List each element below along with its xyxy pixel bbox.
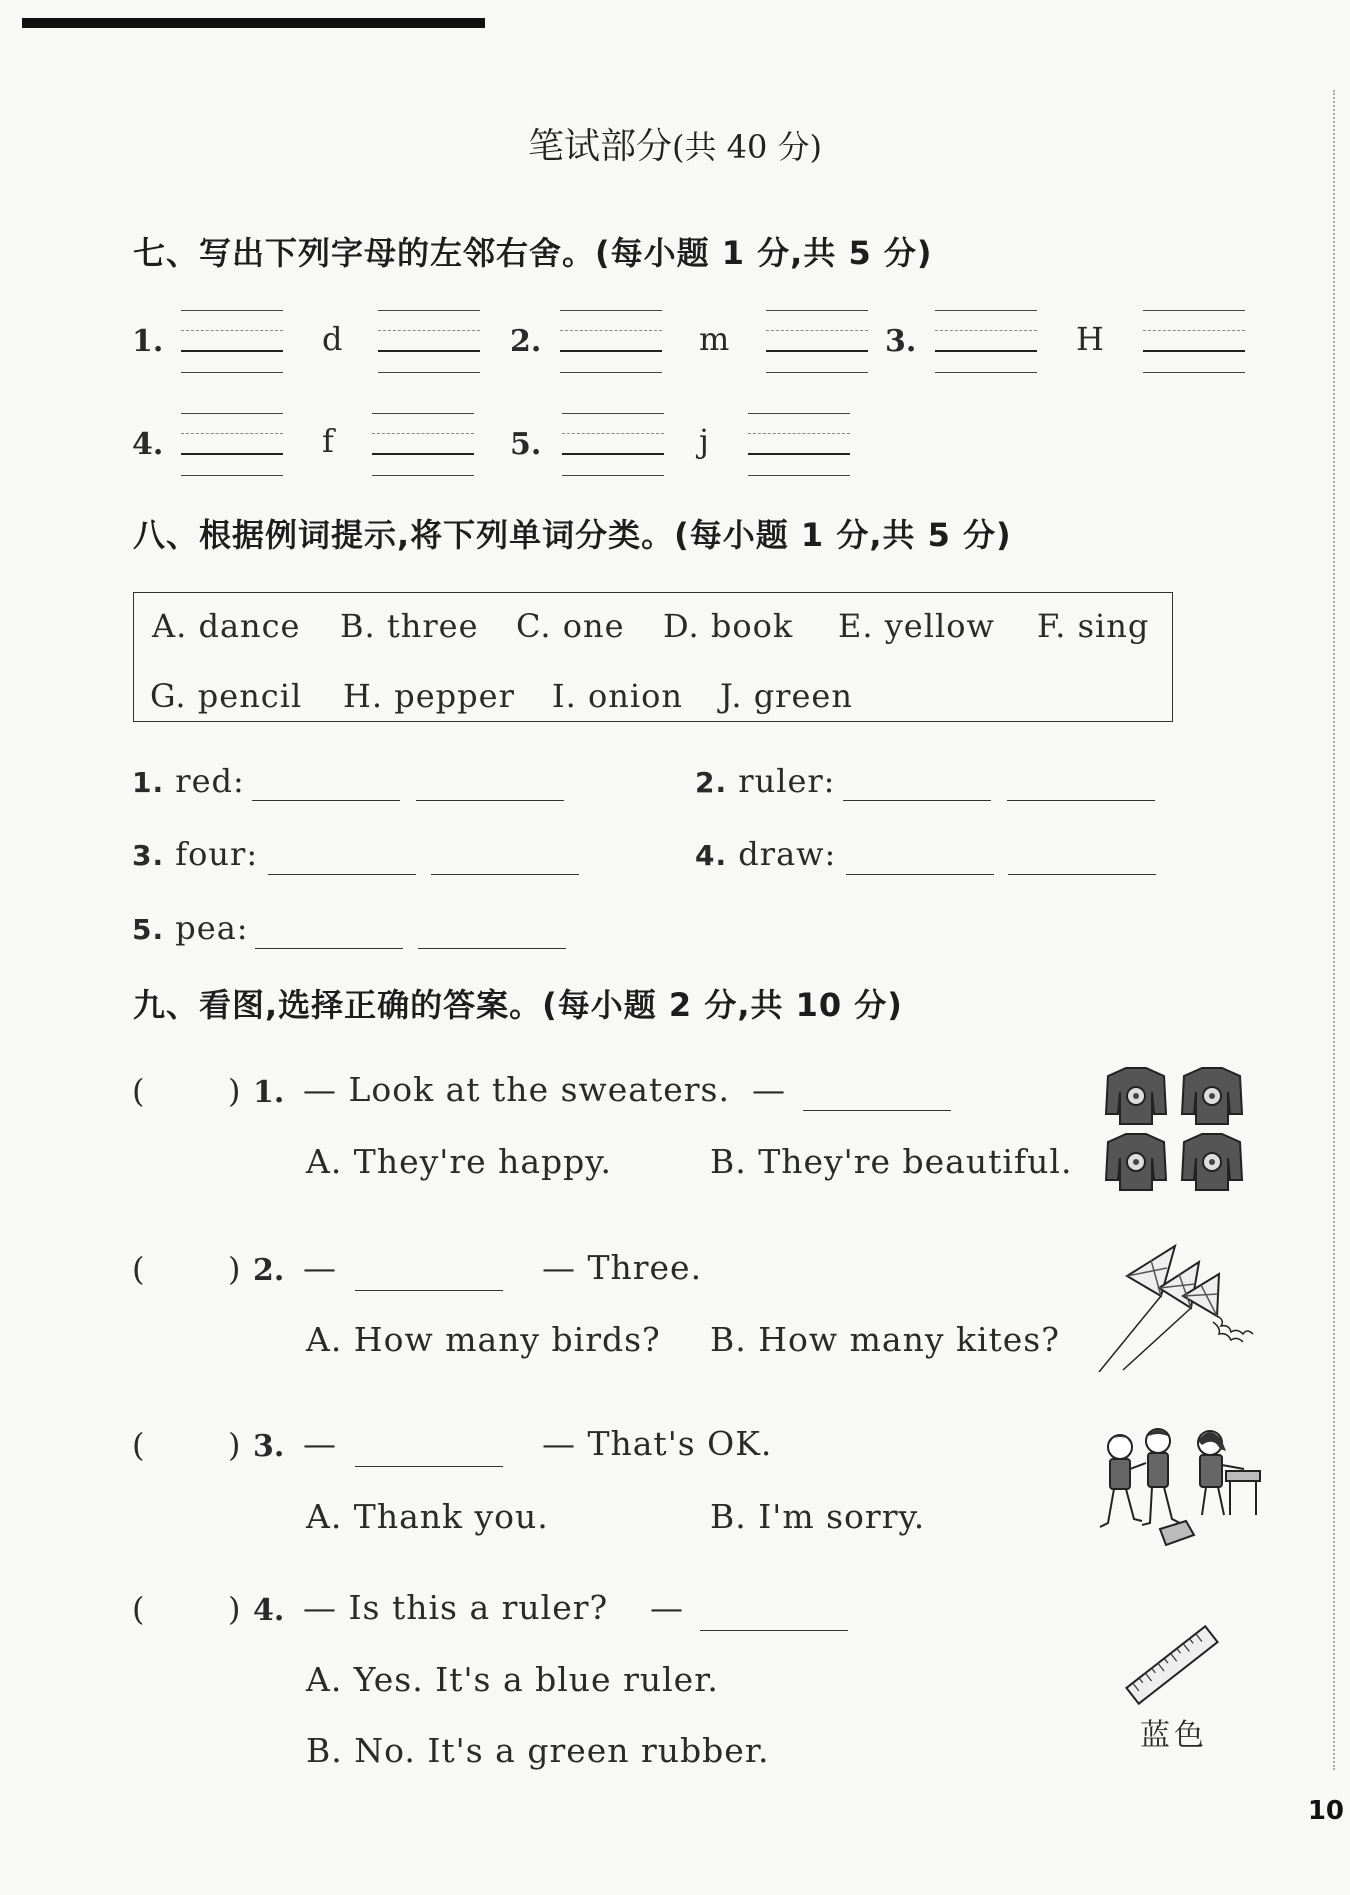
- answer-line[interactable]: [268, 874, 416, 875]
- letter-item-number: 3.: [885, 324, 917, 359]
- word-option: E. yellow: [838, 607, 995, 645]
- option-b[interactable]: B. They're beautiful.: [710, 1142, 1073, 1181]
- option-b[interactable]: B. How many kites?: [710, 1320, 1060, 1359]
- letter-item-number: 2.: [510, 324, 542, 359]
- classify-item: 5. pea:: [132, 909, 249, 947]
- section-7-heading: 七、写出下列字母的左邻右舍。(每小题 1 分,共 5 分): [133, 234, 933, 272]
- blank-right[interactable]: [1143, 310, 1245, 374]
- ruler-picture: [1120, 1617, 1225, 1712]
- classify-item: 2. ruler:: [695, 762, 836, 800]
- option-b[interactable]: B. I'm sorry.: [710, 1497, 926, 1536]
- answer-line[interactable]: [1007, 800, 1155, 801]
- answer-paren-open[interactable]: (: [132, 1426, 145, 1464]
- page-title-sub: (共 40 分): [671, 128, 823, 166]
- blank-right[interactable]: [372, 413, 474, 477]
- answer-line[interactable]: [355, 1290, 503, 1291]
- question-number: 3.: [253, 1429, 285, 1464]
- blank-left[interactable]: [560, 310, 662, 374]
- letter-item-number: 4.: [132, 427, 164, 462]
- letter-item-number: 1.: [132, 324, 164, 359]
- blank-left[interactable]: [935, 310, 1037, 374]
- word-option: C. one: [516, 607, 625, 645]
- answer-line[interactable]: [255, 948, 403, 949]
- blank-left[interactable]: [181, 310, 283, 374]
- answer-paren-open[interactable]: (: [132, 1250, 145, 1288]
- question-stem: —: [303, 1248, 337, 1287]
- answer-line[interactable]: [846, 874, 994, 875]
- word-option: H. pepper: [343, 677, 515, 715]
- word-bank: [133, 592, 1173, 722]
- children-picture: [1098, 1425, 1263, 1550]
- letter-item-number: 5.: [510, 427, 542, 462]
- question-number: 1.: [253, 1075, 285, 1110]
- given-letter: H: [1076, 320, 1104, 358]
- answer-line[interactable]: [1008, 874, 1156, 875]
- answer-line[interactable]: [700, 1630, 848, 1631]
- header-rule: [22, 18, 485, 28]
- blank-right[interactable]: [378, 310, 480, 374]
- answer-line[interactable]: [355, 1466, 503, 1467]
- blank-right[interactable]: [748, 413, 850, 477]
- answer-line[interactable]: [418, 948, 566, 949]
- word-option: A. dance: [152, 607, 301, 645]
- answer-paren-close: ): [228, 1072, 241, 1110]
- answer-line[interactable]: [252, 800, 400, 801]
- question-stem: — Is this a ruler?: [303, 1588, 609, 1627]
- given-letter: m: [699, 320, 730, 358]
- answer-line[interactable]: [843, 800, 991, 801]
- word-option: I. onion: [552, 677, 683, 715]
- classify-item: 4. draw:: [695, 835, 837, 873]
- section-8-heading: 八、根据例词提示,将下列单词分类。(每小题 1 分,共 5 分): [133, 516, 1012, 554]
- answer-paren-close: ): [228, 1426, 241, 1464]
- answer-paren-close: ): [228, 1590, 241, 1628]
- word-option: D. book: [663, 607, 794, 645]
- section-9-heading: 九、看图,选择正确的答案。(每小题 2 分,共 10 分): [133, 986, 903, 1024]
- given-letter: f: [322, 422, 334, 460]
- option-a[interactable]: A. Thank you.: [306, 1497, 549, 1536]
- question-reply: — That's OK.: [542, 1424, 773, 1463]
- page-number: 10: [1307, 1796, 1344, 1826]
- question-stem: —: [303, 1424, 337, 1463]
- page-title: 笔试部分(共 40 分): [527, 126, 823, 167]
- question-stem: — Look at the sweaters.: [303, 1070, 730, 1109]
- kites-picture: [1095, 1242, 1255, 1372]
- word-option: J. green: [720, 677, 853, 715]
- answer-line[interactable]: [416, 800, 564, 801]
- answer-line[interactable]: [431, 874, 579, 875]
- answer-line[interactable]: [803, 1110, 951, 1111]
- question-reply: — Three.: [542, 1248, 703, 1287]
- word-option: B. three: [340, 607, 479, 645]
- blank-left[interactable]: [562, 413, 664, 477]
- question-reply: —: [650, 1588, 684, 1627]
- ruler-color-caption: 蓝色: [1140, 1718, 1208, 1753]
- option-a[interactable]: A. They're happy.: [306, 1142, 613, 1181]
- question-number: 2.: [253, 1253, 285, 1288]
- word-option: F. sing: [1037, 607, 1150, 645]
- answer-paren-open[interactable]: (: [132, 1072, 145, 1110]
- word-option: G. pencil: [150, 677, 303, 715]
- given-letter: j: [699, 422, 709, 460]
- question-reply: —: [752, 1070, 786, 1109]
- answer-paren-close: ): [228, 1250, 241, 1288]
- given-letter: d: [322, 320, 343, 358]
- question-number: 4.: [253, 1593, 285, 1628]
- blank-right[interactable]: [766, 310, 868, 374]
- classify-item: 3. four:: [132, 835, 259, 873]
- margin-rule: [1333, 90, 1335, 1770]
- option-a[interactable]: A. How many birds?: [306, 1320, 661, 1359]
- option-b[interactable]: B. No. It's a green rubber.: [306, 1731, 770, 1770]
- answer-paren-open[interactable]: (: [132, 1590, 145, 1628]
- classify-item: 1. red:: [132, 762, 245, 800]
- blank-left[interactable]: [181, 413, 283, 477]
- option-a[interactable]: A. Yes. It's a blue ruler.: [306, 1660, 719, 1699]
- sweaters-picture: [1100, 1062, 1256, 1192]
